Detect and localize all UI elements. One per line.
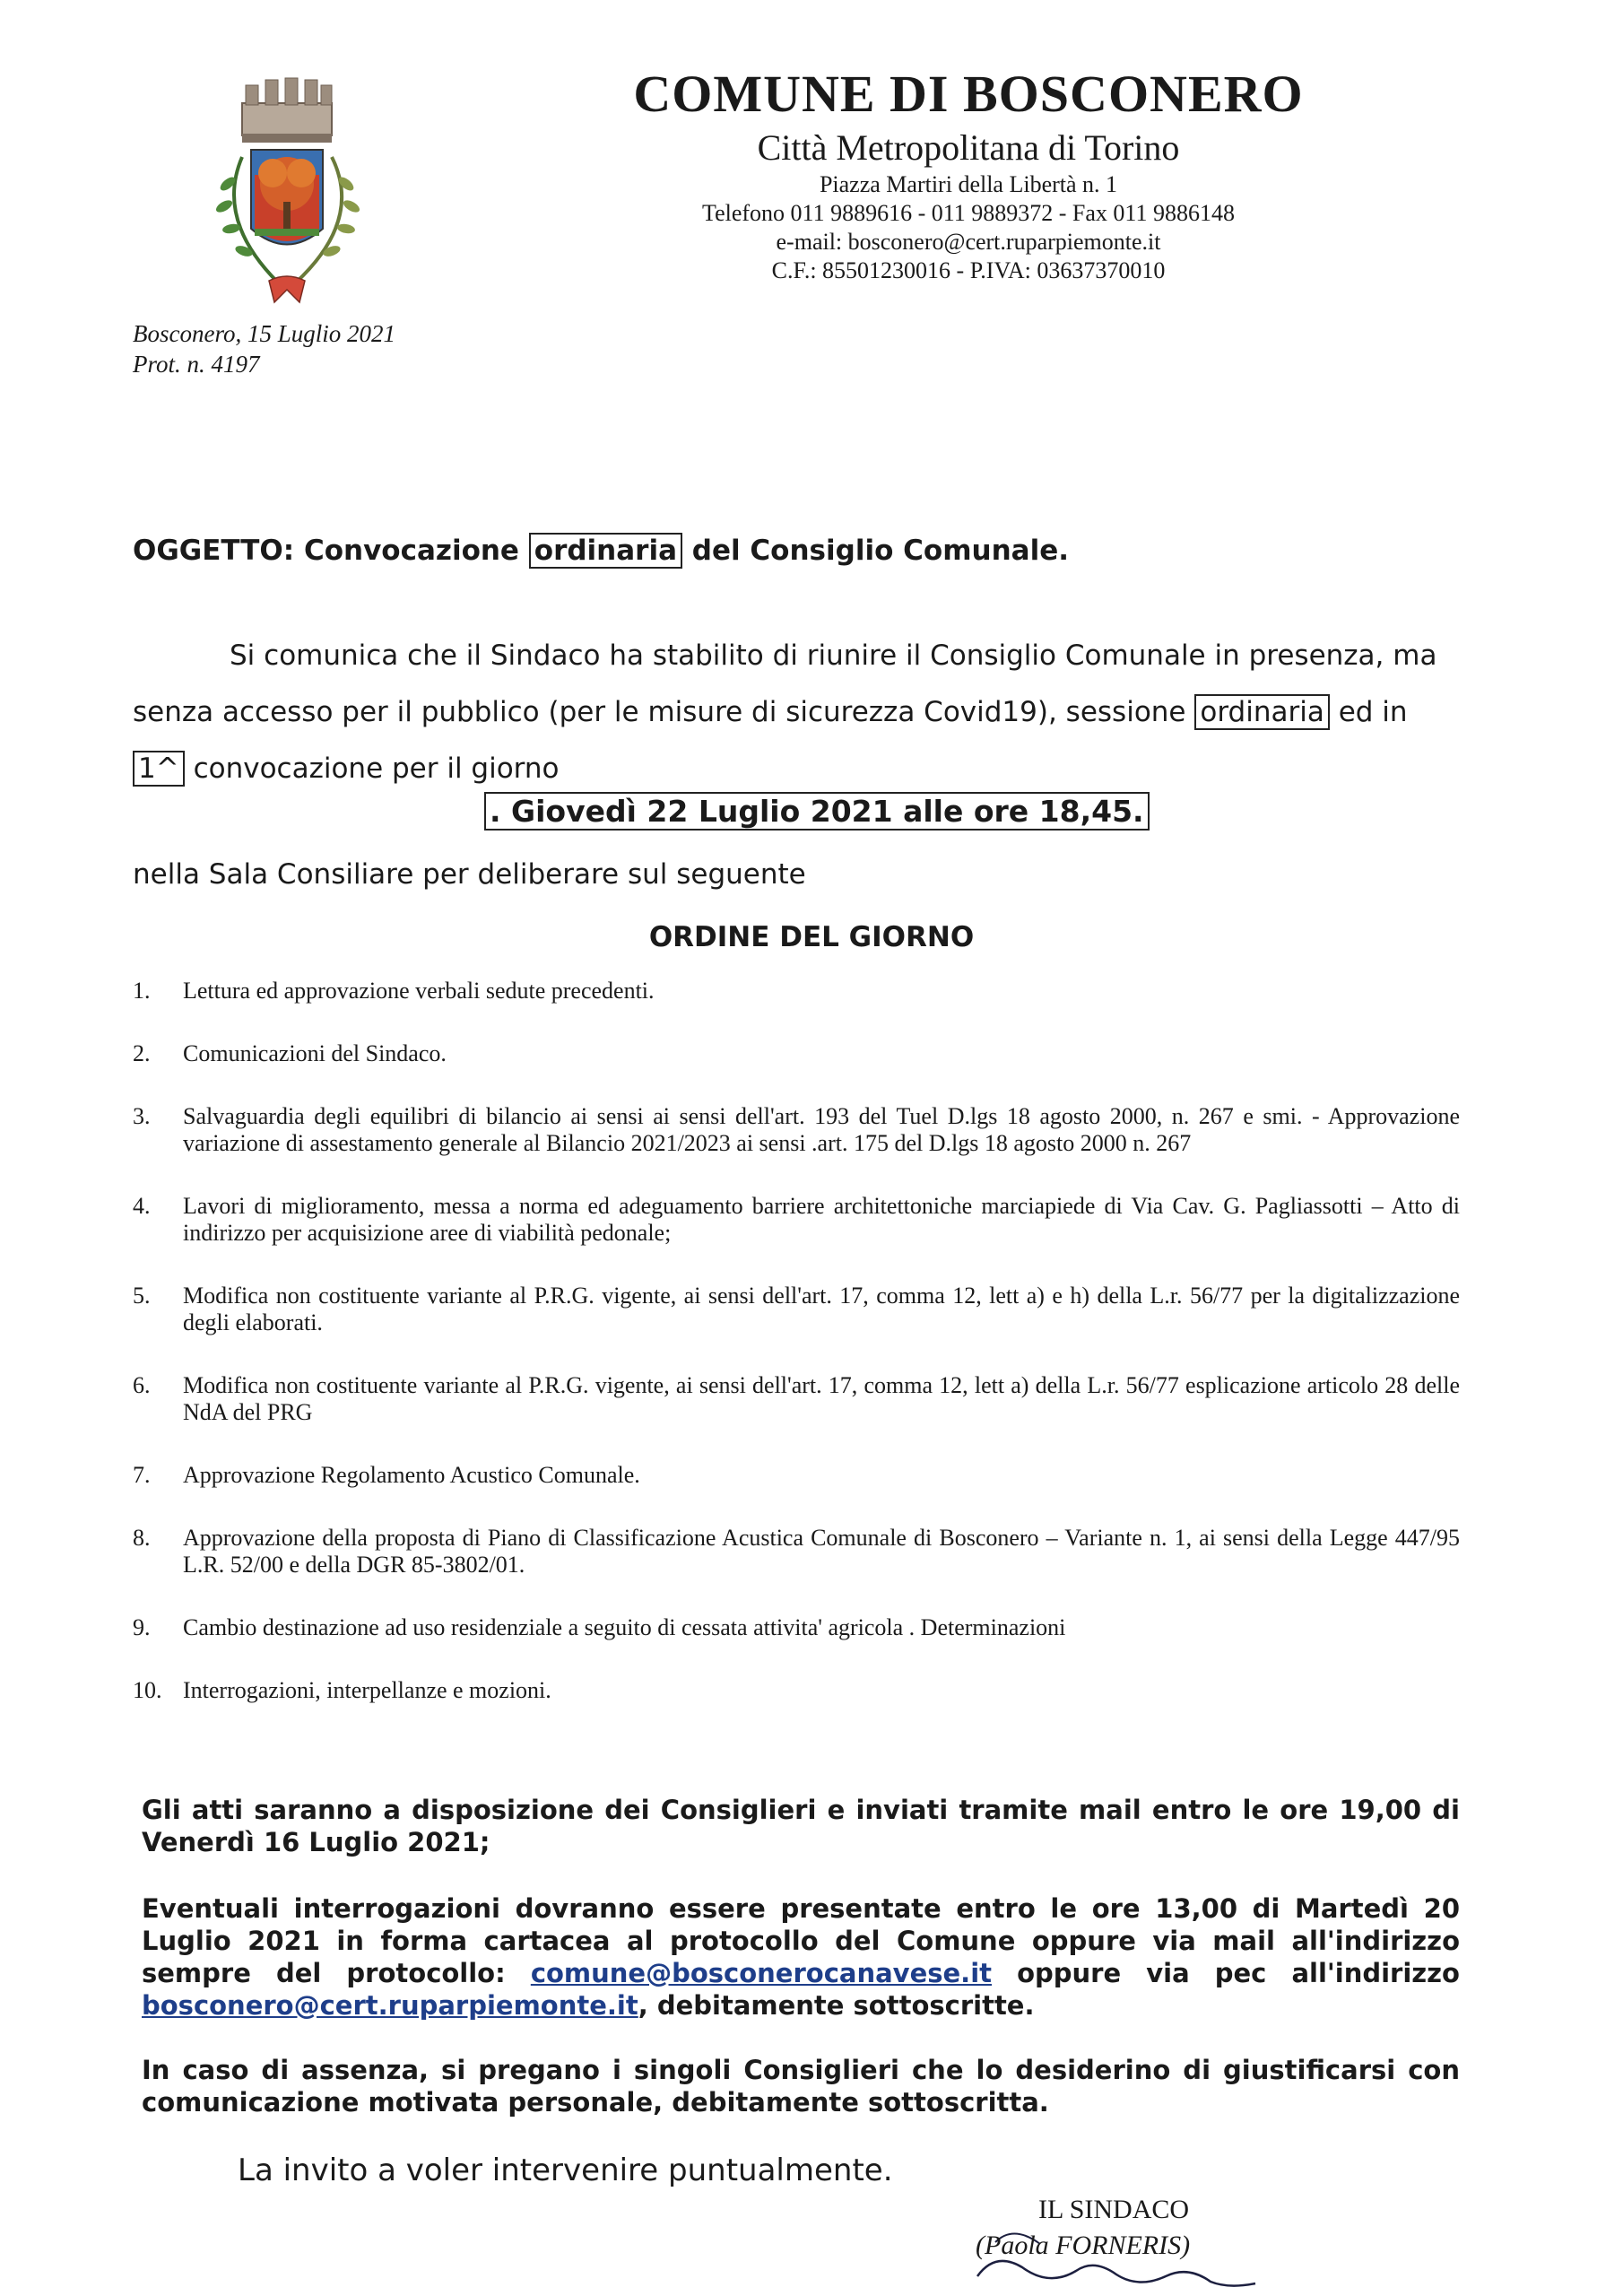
subject-label: OGGETTO: [133,535,295,567]
pec-email-link[interactable]: bosconero@cert.ruparpiemonte.it [142,1990,638,2021]
invite-line: La invito a voler intervenire puntualmente. [238,2152,893,2188]
meeting-date [484,794,1150,829]
signature-name: (Paola FORNERIS) [976,2231,1191,2260]
protocol-email-link[interactable]: comune@bosconerocanavese.it [530,1958,992,1988]
ribbon-icon [269,276,305,302]
intro-part1: Si comunica che il Sindaco ha stabilito di riunire il Consiglio Comunale in presenza, ma senza accesso per il pubblico (per le misure di sicurezza Covid19), sessione [133,639,1437,728]
protocol-number: Prot. n. 4197 [133,351,260,378]
agenda-list [133,978,1460,1740]
agenda-item-text: Approvazione Regolamento Acustico Comunale. [183,1462,640,1488]
phone-line: Telefono 011 9889616 - 011 9889372 - Fax 011 9886148 [702,200,1235,226]
session-type-boxed: ordinaria [1194,694,1329,730]
crown-icon [242,78,332,143]
subject-pre: Convocazione [303,535,519,567]
municipality-subtitle: Città Metropolitana di Torino [757,127,1180,168]
intro-part3: convocazione per il giorno [193,752,560,785]
agenda-item-number: 6. [133,1372,151,1398]
questions-note [142,1892,1460,2022]
documents-note: Gli atti saranno a disposizione dei Consiglieri e inviati tramite mail entro le ore 19,00 di Venerdì 16 Luglio 2021; [142,1795,1460,1857]
agenda-item [133,1525,1460,1578]
questions-note-end: , debitamente sottoscritte. [638,1990,1035,2021]
agenda-item [133,1462,1460,1489]
absence-note: In caso di assenza, si pregano i singoli Consiglieri che lo desiderino di giustificarsi con comunicazione motivata personale, debitamente sottoscritta. [142,2055,1460,2118]
agenda-item-text: Cambio destinazione ad uso residenziale a seguito di cessata attivita' agricola . Determinazioni [183,1614,1066,1640]
coat-of-arms-logo [188,67,386,309]
coat-of-arms-graphic [188,67,386,309]
intro-paragraph [133,628,1442,797]
agenda-item [133,978,1460,1004]
agenda-item-number: 3. [133,1103,151,1129]
agenda-item-number: 7. [133,1462,151,1488]
intro-part2: ed in [1338,696,1408,728]
shield-icon [251,150,323,245]
agenda-item-text: Salvaguardia degli equilibri di bilancio ai sensi ai sensi dell'art. 193 del Tuel D.lgs 18 agosto 2000, n. 267 e smi. - Approvazione variazione di assestamento generale al Bilancio 2021/2023 ai sensi .art. 175 del D.lgs 18 agosto 2000 n. 267 [183,1103,1460,1156]
agenda-item [133,1040,1460,1067]
agenda-item-number: 1. [133,978,151,1004]
agenda-item [133,1283,1460,1336]
letterhead [574,63,1363,285]
agenda-item [133,1103,1460,1157]
agenda-item [133,1372,1460,1426]
sala-line: nella Sala Consiliare per deliberare sul seguente [133,858,806,891]
agenda-item-text: Comunicazioni del Sindaco. [183,1040,447,1066]
agenda-item-number: 9. [133,1614,151,1640]
agenda-item [133,1677,1460,1704]
agenda-item-number: 5. [133,1283,151,1309]
agenda-item-text: Approvazione della proposta di Piano di Classificazione Acustica Comunale di Bosconero – Variante n. 1, ai sensi della Legge 447/95 L.R. 52/00 e della DGR 85-3802/01. [183,1525,1460,1578]
agenda-item-text: Interrogazioni, interpellanze e mozioni. [183,1677,551,1703]
agenda-title: ORDINE DEL GIORNO [648,921,975,953]
agenda-item-text: Modifica non costituente variante al P.R.G. vigente, ai sensi dell'art. 17, comma 12, lett a) della L.r. 56/77 esplicazione articolo 28 delle NdA del PRG [183,1372,1460,1425]
meeting-date-boxed: . Giovedì 22 Luglio 2021 alle ore 18,45. [484,792,1150,831]
agenda-item-text: Lettura ed approvazione verbali sedute precedenti. [183,978,655,1004]
agenda-item [133,1614,1460,1641]
agenda-item-text: Modifica non costituente variante al P.R.G. vigente, ai sensi dell'art. 17, comma 12, lett a) e h) della L.r. 56/77 per la digitalizzazione degli elaborati. [183,1283,1460,1335]
agenda-item [133,1193,1460,1247]
date-protocol-block [133,318,395,379]
place-date: Bosconero, 15 Luglio 2021 [133,320,395,347]
email-line: e-mail: bosconero@cert.ruparpiemonte.it [776,229,1161,255]
questions-note-middle: oppure via pec all'indirizzo [1017,1958,1460,1988]
subject-line [133,535,1069,567]
agenda-item-number: 10. [133,1677,162,1703]
agenda-item-number: 4. [133,1193,151,1219]
agenda-item-number: 8. [133,1525,151,1551]
subject-post: del Consiglio Comunale. [691,535,1069,567]
questions-note-text: Eventuali interrogazioni dovranno essere presentate entro le ore 13,00 di Martedì 20 Luglio 2021 in forma cartacea al protocollo del Comune oppure via mail all'indirizzo sempre del protocollo: [142,1893,1460,1988]
subject-boxed-word: ordinaria [529,533,682,569]
tax-line: C.F.: 85501230016 - P.IVA: 03637370010 [771,257,1166,283]
address-line: Piazza Martiri della Libertà n. 1 [819,171,1118,197]
agenda-item-number: 2. [133,1040,151,1066]
agenda-item-text: Lavori di miglioramento, messa a norma ed adeguamento barriere architettoniche marciapiede di Via Cav. G. Pagliassotti – Atto di indirizzo per acquisizione aree di viabilità pedonale; [183,1193,1460,1246]
convocation-number-boxed: 1^ [133,751,185,787]
signature-title: IL SINDACO [1038,2195,1190,2224]
municipality-title: COMUNE DI BOSCONERO [633,65,1304,123]
